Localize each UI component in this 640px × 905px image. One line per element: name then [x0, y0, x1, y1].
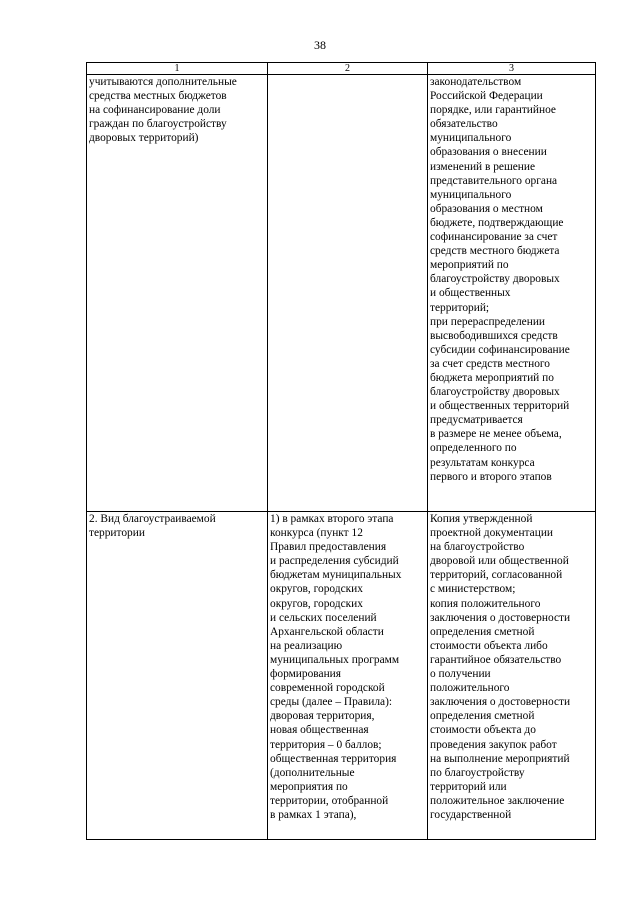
table-row	[87, 512, 596, 840]
text-line: бюджете, подтверждающие	[430, 216, 564, 229]
text-line: (дополнительные	[270, 766, 355, 779]
text-line: современной городской	[270, 682, 385, 695]
text-line: формирования	[270, 668, 342, 681]
text-line: положительное заключение	[430, 794, 565, 807]
criterion-cell	[87, 75, 268, 512]
text-line: определения сметной	[430, 625, 535, 638]
text-line: в рамках 1 этапа),	[270, 808, 357, 821]
text-line: обязательство	[430, 118, 498, 131]
text-line: благоустройству дворовых	[430, 273, 560, 286]
text-line: на благоустройство	[430, 541, 525, 554]
text-line: в размере не менее объема,	[430, 428, 562, 441]
text-line: предусматривается	[430, 414, 523, 427]
text-line: территорий, согласованной	[430, 569, 563, 582]
text-line: 2. Вид благоустраиваемой	[89, 513, 216, 525]
text-line: территорий;	[430, 301, 490, 314]
text-line: муниципального	[430, 188, 512, 201]
text-line: мероприятия по	[270, 780, 348, 793]
text-line: образования о местном	[430, 202, 543, 215]
column-header-2: 2	[268, 63, 428, 75]
text-line: копия положительного	[430, 597, 541, 610]
text-line: определенного по	[430, 442, 517, 455]
text-line: проведения закупок работ	[430, 738, 557, 751]
text-line: определения сметной	[430, 710, 535, 723]
text-line: высвободившихся средств	[430, 329, 558, 342]
text-line: и сельских поселений	[270, 611, 377, 624]
text-line: дворовая территория,	[270, 710, 375, 723]
text-line: софинансирование за счет	[430, 231, 558, 244]
text-line: заключения о достоверности	[430, 696, 571, 709]
text-line: муниципального	[430, 132, 512, 145]
text-line: изменений в решение	[430, 160, 536, 173]
text-line: территория – 0 баллов;	[270, 738, 382, 751]
text-line: законодательством	[430, 76, 522, 88]
text-line: дворовых территорий)	[89, 132, 199, 145]
text-line: первого и второго этапов	[430, 470, 552, 483]
text-line: стоимости объекта до	[430, 724, 536, 737]
column-header-1: 1	[87, 63, 268, 75]
text-line: гарантийное обязательство	[430, 653, 562, 666]
documents-cell	[428, 75, 596, 512]
text-line: с министерством;	[430, 583, 516, 596]
text-line: учитываются дополнительные	[89, 76, 237, 88]
text-line: заключения о достоверности	[430, 611, 571, 624]
text-line: муниципальных программ	[270, 653, 400, 666]
text-line: результатам конкурса	[430, 456, 535, 469]
text-line: конкурса (пункт 12	[270, 527, 363, 540]
table-row	[87, 75, 596, 512]
text-line: территории	[89, 527, 145, 540]
text-line: и общественных территорий	[430, 400, 570, 413]
criterion-cell	[87, 512, 268, 840]
text-line: Копия утвержденной	[430, 513, 533, 525]
documents-cell	[428, 512, 596, 840]
page-number: 38	[314, 38, 326, 52]
text-line: благоустройству дворовых	[430, 386, 560, 399]
text-line: средств местного бюджета	[430, 245, 560, 258]
column-header-3: 3	[428, 63, 596, 75]
text-line: по благоустройству	[430, 766, 525, 779]
text-line: округов, городских	[270, 583, 363, 596]
text-line: граждан по благоустройству	[89, 118, 227, 131]
text-line: новая общественная	[270, 724, 369, 737]
score-cell	[268, 512, 428, 840]
text-line: порядке, или гарантийное	[430, 104, 556, 117]
text-line: 1) в рамках второго этапа	[270, 513, 394, 525]
text-line: Правил предоставления	[270, 541, 387, 554]
text-line: территорий или	[430, 780, 507, 793]
text-line: стоимости объекта либо	[430, 639, 548, 652]
score-cell	[268, 75, 428, 512]
text-line: проектной документации	[430, 527, 554, 540]
text-line: и общественных	[430, 287, 511, 300]
text-line: положительного	[430, 682, 510, 695]
text-line: на реализацию	[270, 639, 343, 652]
table-header-row	[87, 63, 596, 75]
text-line: при перераспределении	[430, 315, 546, 328]
text-line: Архангельской области	[270, 625, 384, 638]
text-line: общественная территория	[270, 752, 397, 765]
text-line: бюджетам муниципальных	[270, 569, 402, 582]
text-line: округов, городских	[270, 597, 363, 610]
text-line: дворовой или общественной	[430, 555, 569, 568]
text-line: и распределения субсидий	[270, 555, 399, 568]
text-line: территории, отобранной	[270, 794, 389, 807]
text-line: мероприятий по	[430, 259, 509, 272]
text-line: образования о внесении	[430, 146, 547, 159]
criteria-table	[86, 62, 596, 840]
text-line: субсидии софинансирование	[430, 343, 570, 356]
text-line: на софинансирование доли	[89, 104, 221, 117]
text-line: государственной	[430, 808, 512, 821]
text-line: о получении	[430, 668, 491, 681]
text-line: Российской Федерации	[430, 90, 543, 103]
text-line: бюджета мероприятий по	[430, 371, 554, 384]
text-line: на выполнение мероприятий	[430, 752, 570, 765]
text-line: за счет средств местного	[430, 357, 551, 370]
text-line: средства местных бюджетов	[89, 90, 227, 103]
text-line: среды (далее – Правила):	[270, 696, 393, 709]
text-line: представительного органа	[430, 174, 558, 187]
